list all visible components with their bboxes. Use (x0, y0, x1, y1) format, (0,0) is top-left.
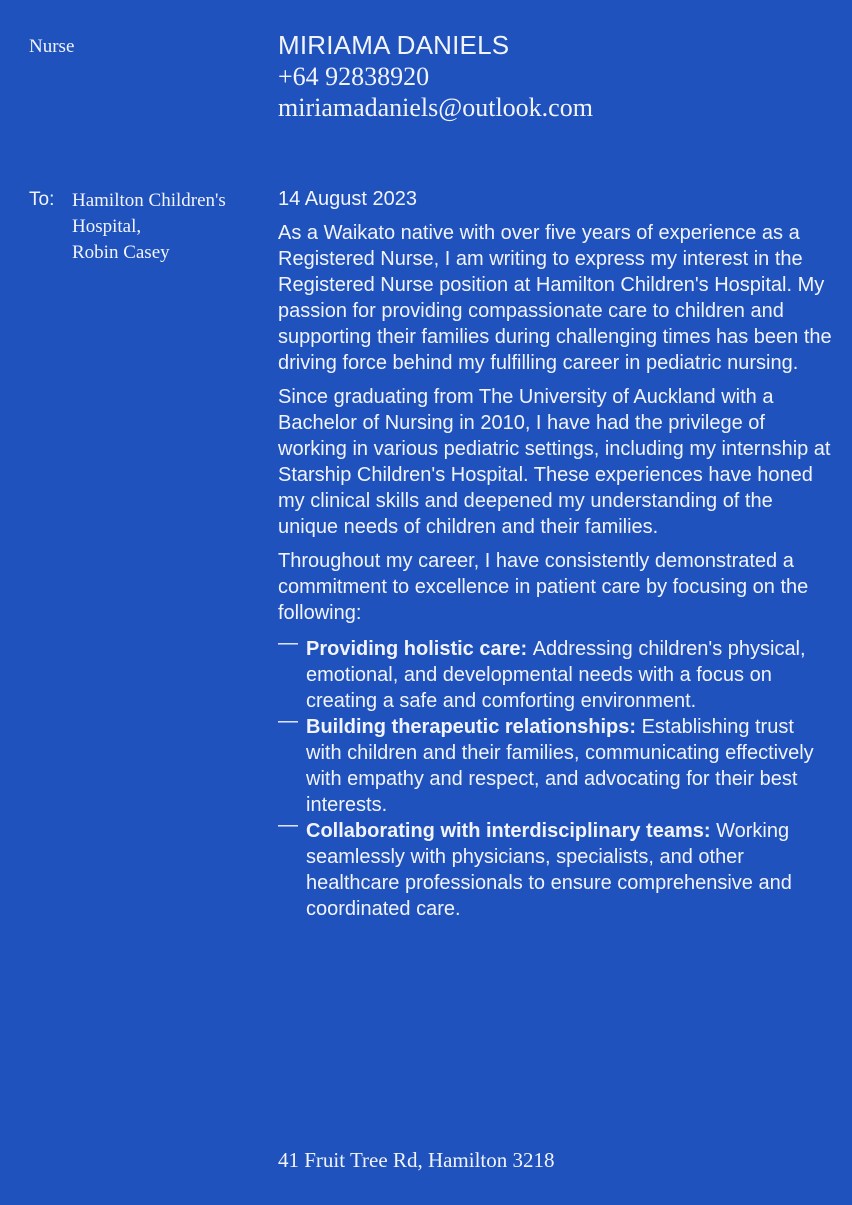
list-item (278, 710, 834, 818)
job-title: Nurse (29, 36, 75, 57)
recipient-line: Hamilton Children's (72, 190, 226, 211)
recipient-line: Hospital, (72, 216, 142, 237)
focus-list (278, 632, 834, 922)
letter-date: 14 August 2023 (278, 188, 418, 210)
dash-marker: — (278, 814, 298, 836)
sender-phone: +64 92838920 (278, 62, 430, 91)
letter-header (278, 29, 838, 123)
sender-address: 41 Fruit Tree Rd, Hamilton 3218 (278, 1148, 555, 1172)
body-paragraph: Since graduating from The University of Auckland with a Bachelor of Nursing in 2010, I have had the privilege of working in various pediatric settings, including my internship at Starship Children's Hospital. These experiences have honed my clinical skills and deepened my understanding of the unique needs of children and their families. (278, 386, 831, 538)
dash-marker: — (278, 710, 298, 732)
body-paragraph: As a Waikato native with over five years of experience as a Registered Nurse, I am writing to express my interest in the Registered Nurse position at Hamilton Children's Hospital. My passion for providing compassionate care to children and supporting their families during challenging times has been the driving force behind my fulfilling career in pediatric nursing. (278, 222, 832, 374)
body-paragraph: Throughout my career, I have consistently demonstrated a commitment to excellence in patient care by focusing on the following: (278, 550, 809, 624)
recipient-line: Robin Casey (72, 242, 170, 263)
recipient-label: To: (29, 189, 55, 210)
sender-email: miriamadaniels@outlook.com (278, 93, 593, 122)
recipient-block (72, 188, 267, 266)
dash-marker: — (278, 632, 298, 654)
list-item (278, 632, 834, 714)
list-item (278, 814, 834, 922)
list-item-title: Collaborating with interdisciplinary teams: (306, 820, 717, 842)
letter-body (278, 186, 834, 922)
list-item-text: Addressing children's physical, emotional, and developmental needs with a focus on creating a safe and comforting environment. (306, 638, 806, 712)
list-item-text: Working seamlessly with physicians, specialists, and other healthcare professionals to ensure comprehensive and coordinated care. (306, 820, 792, 920)
sender-name: MIRIAMA DANIELS (278, 30, 510, 60)
list-item-text: Establishing trust with children and their families, communicating effectively with empathy and respect, and advocating for their best interests. (306, 716, 814, 816)
list-item-title: Building therapeutic relationships: (306, 716, 642, 738)
list-item-title: Providing holistic care: (306, 638, 533, 660)
